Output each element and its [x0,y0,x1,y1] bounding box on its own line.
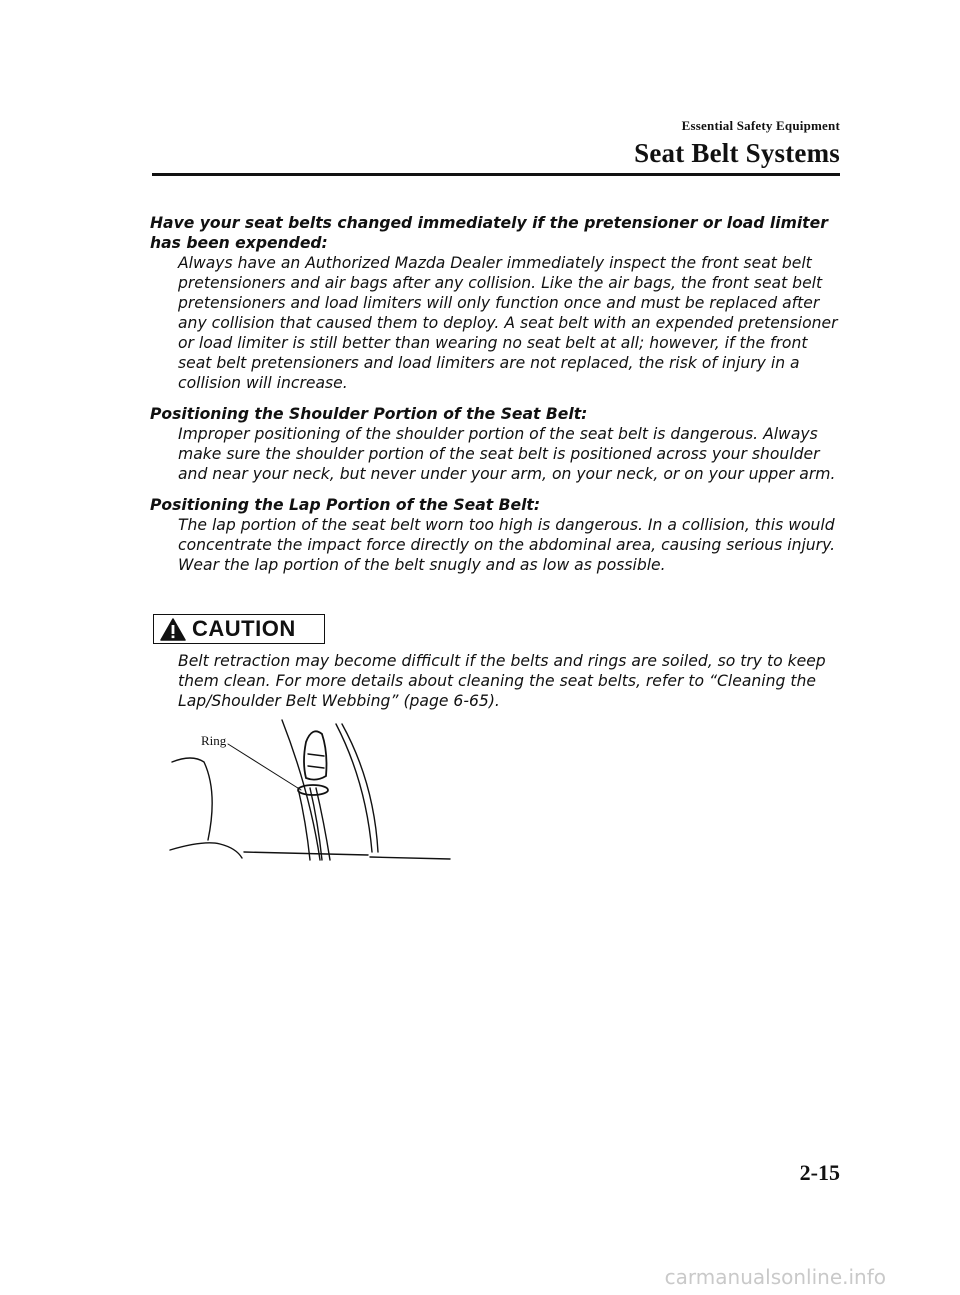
warning-heading: Positioning the Shoulder Portion of the Seat Belt: [150,405,588,423]
warning-heading: Have your seat belts changed immediately if the pretensioner or load limiter has been expended: [150,214,828,252]
warning-body: Improper positioning of the shoulder portion of the seat belt is dangerous. Always make sure the shoulder portion of the seat belt is positioned across your shoulder and near your neck, but never under your arm, on your neck, or on your upper arm. [178,425,836,483]
warning-list [150,213,840,586]
warning-item-pretensioner [150,213,840,393]
warning-body: Always have an Authorized Mazda Dealer immediately inspect the front seat belt pretensioners and air bags after any collision. Like the air bags, the front seat belt pretensioners and load limiters will only function once and must be replaced after any collision that caused them to deploy. A seat belt with an expended pretensioner or load limiter is still better than wearing no seat belt at all; however, if the front seat belt pretensioners and load limiters are not replaced, the risk of injury in a collision will increase. [178,254,838,392]
caution-text: Belt retraction may become difficult if the belts and rings are soiled, so try to keep them clean. For more details about cleaning the seat belts, refer to “Cleaning the Lap/Shoulder Belt Webbing” (page 6-65). [178,652,826,710]
warning-heading: Positioning the Lap Portion of the Seat Belt: [150,496,541,514]
chapter-title: Seat Belt Systems [634,138,840,168]
ring-callout-label: Ring [201,733,227,748]
page-number: 2-15 [799,1160,840,1185]
warning-item-lap [150,495,840,575]
watermark-text: carmanualsonline.info [664,1265,886,1289]
warning-triangle-icon [160,618,186,641]
section-title: Essential Safety Equipment [681,118,840,133]
caution-label: CAUTION [192,616,296,641]
seat-outline [172,758,212,840]
warning-item-shoulder [150,404,840,484]
header-rule [152,173,840,176]
page-header [634,118,840,169]
seat-cushion-outline [170,843,242,858]
caution-box [153,614,325,644]
warning-body: The lap portion of the seat belt worn too high is dangerous. In a collision, this would concentrate the impact force directly on the abdominal area, causing serious injury. Wear the lap portion of the belt snugly and as low as possible. [178,516,836,574]
